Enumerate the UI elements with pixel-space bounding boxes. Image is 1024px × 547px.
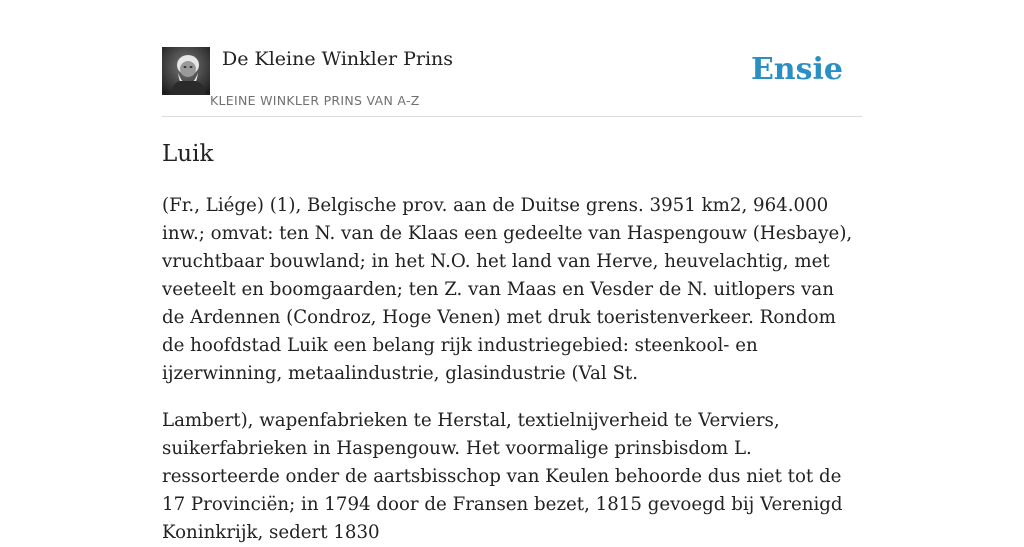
- ensie-logo[interactable]: Ensie: [750, 52, 843, 87]
- article: [162, 138, 862, 547]
- book-subtitle[interactable]: KLEINE WINKLER PRINS VAN A-Z: [210, 93, 420, 108]
- avatar[interactable]: [162, 47, 210, 95]
- site-header: [162, 44, 862, 117]
- article-title: Luik: [162, 141, 214, 167]
- article-paragraph: (Fr., Liége) (1), Belgische prov. aan de Duitse grens. 3951 km2, 964.000 inw.; omvat: ten N. van de Klaas een gedeelte van Haspengouw (Hesbaye), vruchtbaar bouwland; in het N.O. het land van Herve, heuvelachtig, met veeteelt en boomgaarden; ten Z. van Maas en Vesder de N. uitlopers van de Ardennen (Condroz, Hoge Venen) met druk toeristenverkeer. Rondom de hoofdstad Luik een belang rijk industriegebied: steenkool- en ijzerwinning, metaalindustrie, glasindustrie (Val St.: [162, 195, 853, 384]
- portrait-icon: [162, 47, 210, 95]
- book-title[interactable]: De Kleine Winkler Prins: [222, 48, 454, 70]
- article-paragraph: Lambert), wapenfabrieken te Herstal, textielnijverheid te Verviers, suikerfabrieken in Haspengouw. Het voormalige prinsbisdom L. ressorteerde onder de aartsbisschop van Keulen behoorde dus niet tot de 17 Provinciën; in 1794 door de Fransen bezet, 1815 gevoegd bij Verenigd Koninkrijk, sedert 1830: [162, 410, 843, 543]
